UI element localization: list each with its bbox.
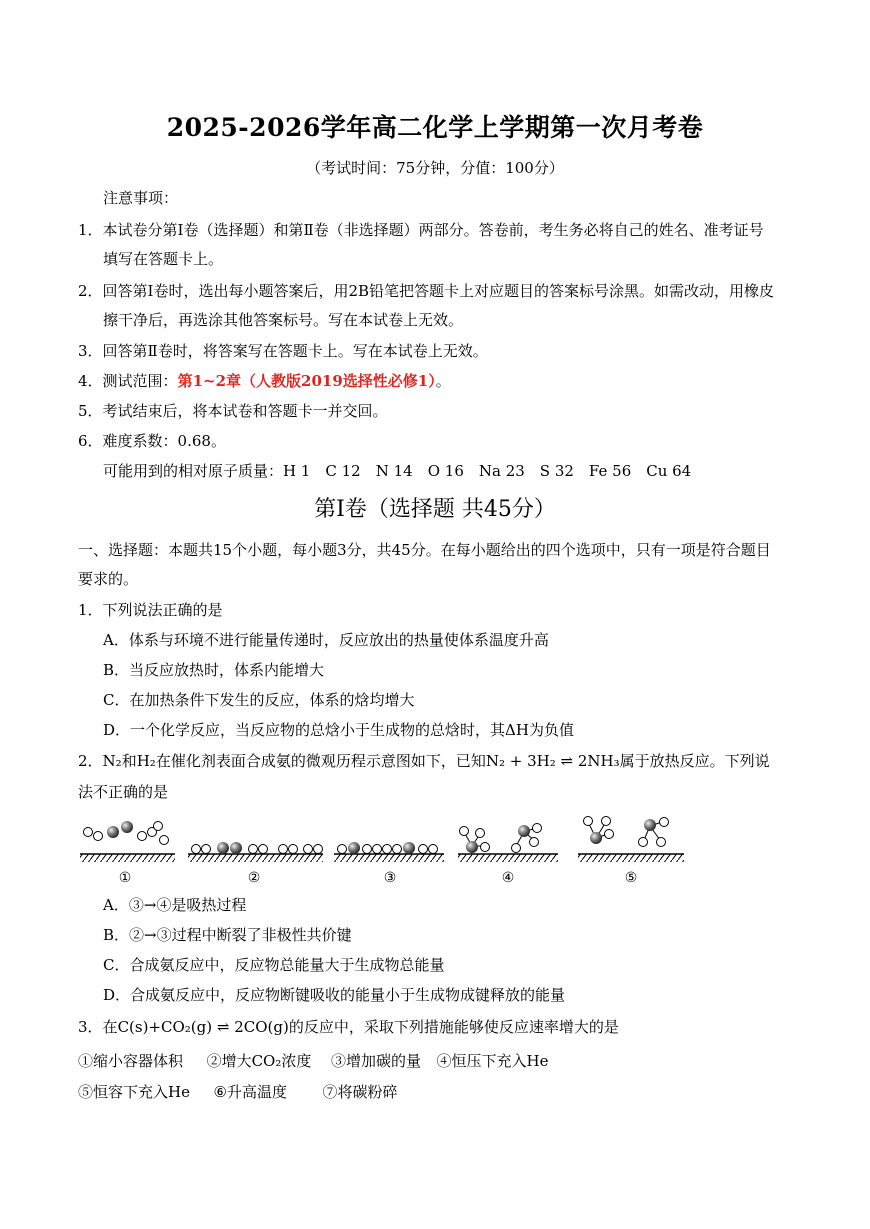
n2-formula: N₂ [102,752,122,770]
notice-2-num: 2． [78,282,103,300]
q3-measure-2: ②增大CO₂浓度 [206,1052,312,1070]
q1-option-a: A．体系与环境不进行能量传递时，反应放出的热量使体系温度升高 [103,631,549,649]
instructions-line2: 要求的。 [78,570,139,588]
notice-1-line1: 本试卷分第Ⅰ卷（选择题）和第Ⅱ卷（非选择题）两部分。答卷前，考生务必将自己的姓名、准考证号 [102,221,764,239]
h2-formula: H₂ [136,752,156,770]
figure-label-5: ⑤ [624,870,638,886]
instructions-line1: 一、选择题：本题共15个小题，每小题3分，共45分。在每小题给出的四个选项中，只有一项是符合题目 [78,541,771,559]
figure-label-4: ④ [501,870,515,886]
q3-measure-5: ⑤恒容下充入He [78,1083,190,1101]
notice-3-line1: 回答第Ⅱ卷时，将答案写在答题卡上。写在本试卷上无效。 [102,342,488,360]
q2-option-b: B．②→③过程中断裂了非极性共价键 [103,926,352,944]
notice-4-suffix: 。 [435,372,451,390]
q2-stem-part3: 属于放热反应。下列说 [619,752,770,770]
exam-title: 2025-2026学年高二化学上学期第一次月考卷 [166,113,704,142]
figure-panel-3 [334,842,444,862]
q3-equation: C(s)+CO₂(g) ⇌ 2CO(g) [117,1018,289,1036]
notice-heading: 注意事项： [103,189,179,207]
atomic-masses: 可能用到的相对原子质量：H 1 C 12 N 14 O 16 Na 23 S 32 Fe 56 Cu 64 [103,462,692,480]
notice-2 [78,280,774,302]
q3-measure-1: ①缩小容器体积 [78,1052,184,1070]
figure-label-1: ① [118,870,132,886]
notice-3 [78,340,488,362]
notice-6-line1: 难度系数：0.68。 [102,432,226,450]
figure-panel-5 [578,817,684,863]
q2-option-c: C．合成氨反应中，反应物总能量大于生成物总能量 [103,956,445,974]
q1-stem: 1．下列说法正确的是 [78,601,223,619]
figure-panel-1 [80,821,175,862]
notice-3-num: 3． [78,342,103,360]
exam-subtitle: （考试时间：75分钟，分值：100分） [306,159,564,177]
q1-option-b: B．当反应放热时，体系内能增大 [103,661,325,679]
notice-1 [78,219,764,241]
q2-equation: N₂ + 3H₂ ⇌ 2NH₃ [485,752,620,770]
ammonia-synthesis-figure [78,812,688,890]
q2-num: 2． [78,752,103,770]
q3-measure-6: ⑥升高温度 [213,1083,287,1101]
q2-option-a: A．③→④是吸热过程 [103,896,247,914]
q3-measures-row1 [78,1050,548,1072]
q2-stem-part2: 在催化剂表面合成氨的微观历程示意图如下，已知 [155,752,486,770]
notice-2-line1: 回答第Ⅰ卷时，选出每小题答案后，用2B铅笔把答题卡上对应题目的答案标号涂黑。如需改动，用橡皮 [102,282,775,300]
notice-1-line2: 填写在答题卡上。 [103,250,224,268]
notice-4-num: 4． [78,372,103,390]
figure-panel-2 [188,842,323,862]
notice-6 [78,430,226,452]
notice-4 [78,370,451,392]
q2-stem [78,750,770,772]
q3-num: 3． [78,1018,103,1036]
notice-5 [78,400,388,422]
q2-stem-line2: 法不正确的是 [78,783,169,801]
notice-5-num: 5． [78,402,103,420]
q2-option-d: D．合成氨反应中，反应物断键吸收的能量小于生成物成键释放的能量 [103,986,566,1004]
figure-label-2: ② [247,870,261,886]
figure-label-3: ③ [383,870,397,886]
test-scope: 第1~2章（人教版2019选择性必修1） [177,372,436,390]
q3-measure-3: ③增加碳的量 [330,1052,421,1070]
q1-option-d: D．一个化学反应，当反应物的总焓小于生成物的总焓时，其ΔH为负值 [103,721,574,739]
q2-stem-part1: 和 [121,752,137,770]
notice-4-prefix: 测试范围： [102,372,178,390]
q1-option-c: C．在加热条件下发生的反应，体系的焓均增大 [103,691,415,709]
notice-2-line2: 擦干净后，再选涂其他答案标号。写在本试卷上无效。 [103,311,464,329]
notice-6-num: 6． [78,432,103,450]
q3-stem-pre: 在 [102,1018,118,1036]
q3-stem [78,1016,619,1038]
notice-1-num: 1． [78,221,103,239]
q3-measure-7: ⑦将碳粉碎 [322,1083,398,1101]
q3-measures-row2 [78,1081,398,1103]
q3-measure-4: ④恒压下充入He [436,1052,549,1070]
notice-5-line1: 考试结束后，将本试卷和答题卡一并交回。 [102,402,388,420]
q3-stem-post: 的反应中，采取下列措施能够使反应速率增大的是 [288,1018,619,1036]
section-title: 第Ⅰ卷（选择题 共45分） [314,497,556,522]
figure-panel-4 [458,824,558,863]
